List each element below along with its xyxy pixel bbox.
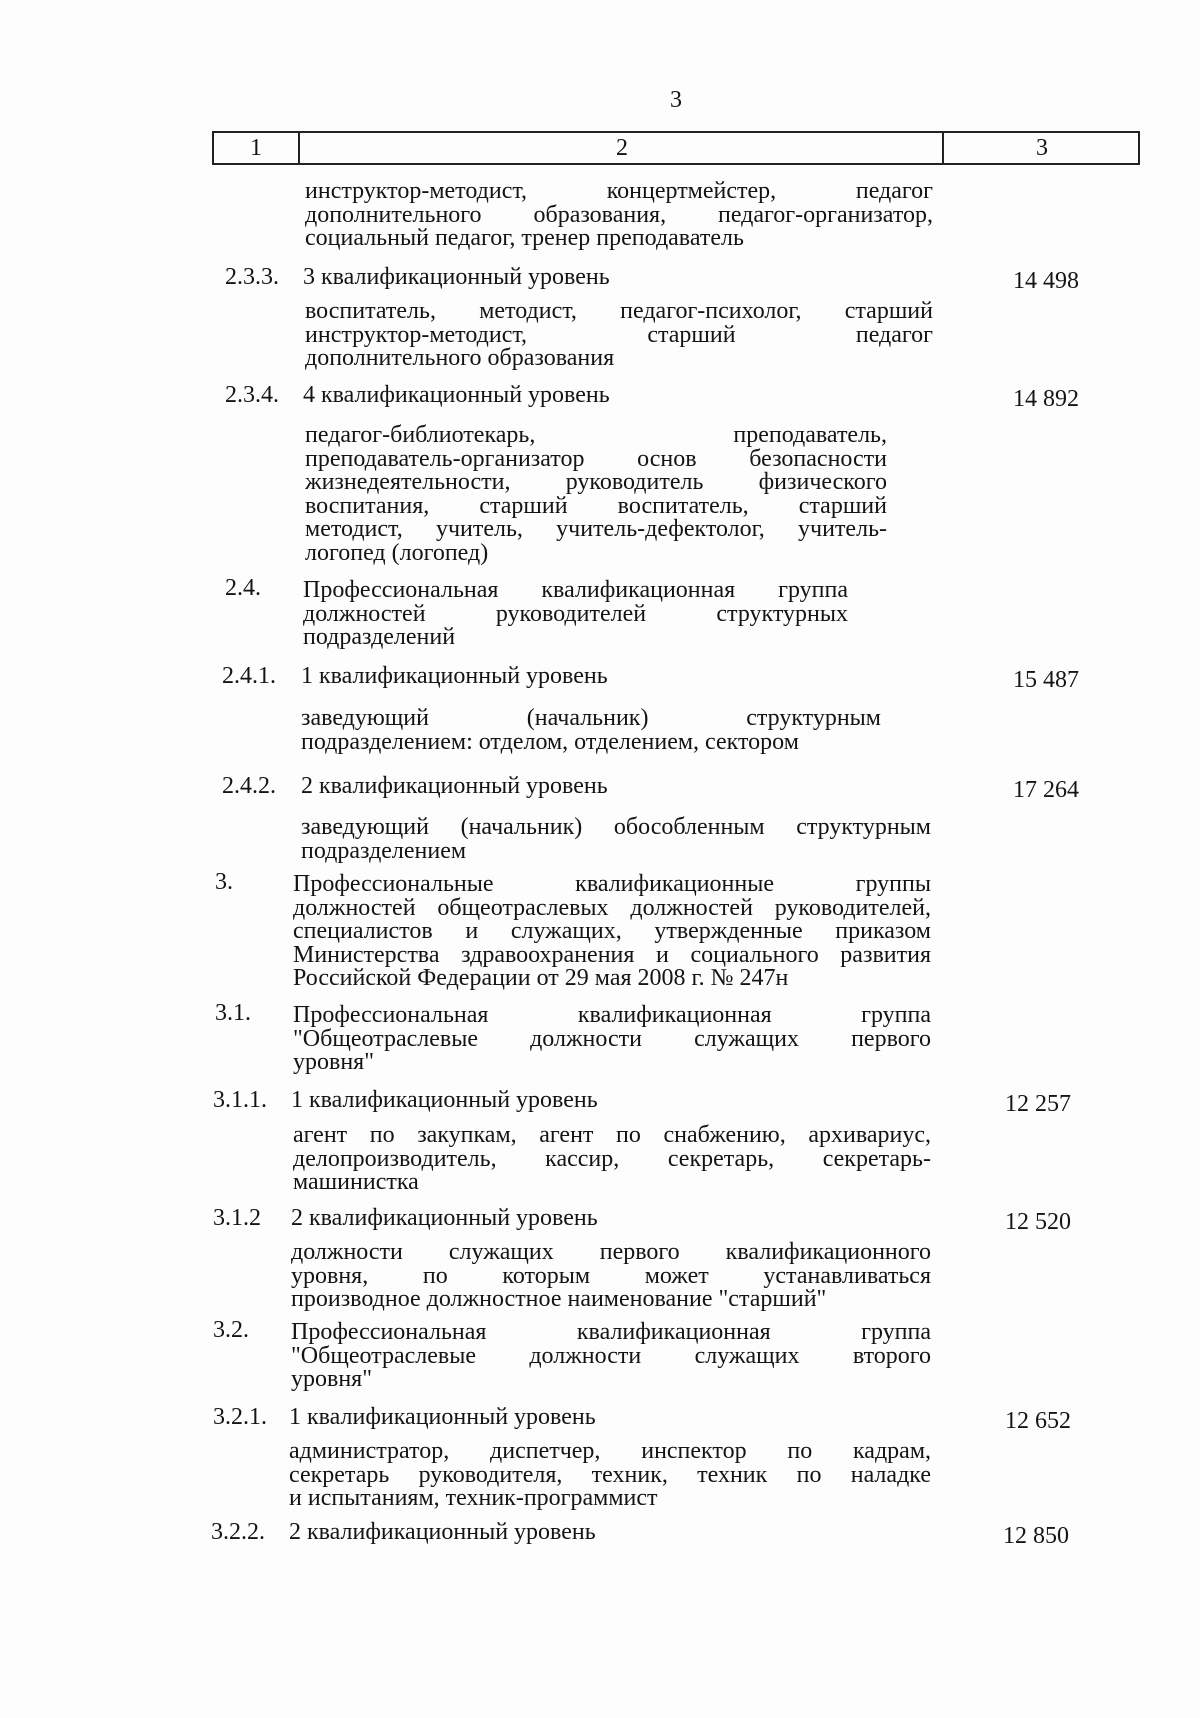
positions-description [305,300,933,371]
text-line: Профессиональная квалификационная группа [293,1004,931,1028]
text-line: инструктор-методист, концертмейстер, педагог [305,180,933,204]
text-line: производное должностное наименование "старший" [291,1288,827,1312]
row-code: 2.4.1. [222,663,276,689]
row-code: 3.1.2 [213,1205,261,1231]
text-line: специалистов и служащих, утвержденные приказом [293,920,931,944]
group-title [291,1321,931,1392]
text-line: секретарь руководителя, техник, техник по наладке [289,1463,931,1487]
text-line: делопроизводитель, кассир, секретарь, секретарь- [293,1147,931,1171]
text-line: заведующий (начальник) структурным [301,707,881,731]
row-level-title: 1 квалификационный уровень [301,663,608,689]
positions-description [305,424,887,565]
text-line: Российской Федерации от 29 мая 2008 г. № 247н [293,967,789,991]
text-line: методист, учитель, учитель-дефектолог, учитель- [305,518,887,542]
header-col-1: 1 [250,135,262,161]
row-level-title: 1 квалификационный уровень [291,1087,598,1113]
row-code: 2.4.2. [222,773,276,799]
row-level-title: 2 квалификационный уровень [301,773,608,799]
row-salary-value: 14 892 [1013,386,1079,412]
row-level-title: 2 квалификационный уровень [291,1205,598,1231]
text-line: заведующий (начальник) обособленным структурным [301,816,931,840]
group-code: 3.2. [213,1317,249,1343]
text-line: преподаватель-организатор основ безопасности [305,447,887,471]
row-level-title: 4 квалификационный уровень [303,382,610,408]
text-line: должностей общеотраслевых должностей руководителей, [293,896,931,920]
header-col-3: 3 [942,133,1140,163]
group-code: 2.4. [225,575,261,601]
row-code: 2.3.4. [225,382,279,408]
row-level-title: 1 квалификационный уровень [289,1404,596,1430]
positions-description [289,1440,931,1511]
row-code: 3.2.1. [213,1404,267,1430]
text-line: агент по закупкам, агент по снабжению, архивариус, [293,1124,931,1148]
text-line: и испытаниям, техник-программист [289,1487,658,1511]
page-number: 3 [670,87,682,113]
text-line: инструктор-методист, старший педагог [305,323,933,347]
group-title [303,579,848,650]
text-line: уровня" [291,1368,373,1392]
positions-description [305,180,933,251]
text-line: воспитания, старший воспитатель, старший [305,494,887,518]
row-code: 2.3.3. [225,264,279,290]
group-title [293,1004,931,1075]
text-line: должности служащих первого квалификационного [291,1241,931,1265]
positions-description [293,1124,931,1195]
group-code: 3.1. [215,1000,251,1026]
text-line: жизнедеятельности, руководитель физического [305,471,887,495]
row-salary-value: 17 264 [1013,777,1079,803]
group-code: 3. [215,869,233,895]
group-title [293,873,931,991]
positions-description [301,707,881,754]
text-line: социальный педагог, тренер преподаватель [305,227,744,251]
row-salary-value: 14 498 [1013,268,1079,294]
table-header [212,131,1140,165]
text-line: машинистка [293,1171,419,1195]
row-level-title: 3 квалификационный уровень [303,264,610,290]
row-salary-value: 12 257 [1005,1091,1071,1117]
text-line: Министерства здравоохранения и социального развития [293,943,931,967]
row-salary-value: 12 850 [1003,1523,1069,1549]
text-line: должностей руководителей структурных [303,602,848,626]
positions-description [291,1241,931,1312]
row-level-title: 2 квалификационный уровень [289,1519,596,1545]
text-line: подразделением: отделом, отделением, сектором [301,730,799,754]
row-code: 3.1.1. [213,1087,267,1113]
text-line: администратор, диспетчер, инспектор по кадрам, [289,1440,931,1464]
text-line: Профессиональная квалификационная группа [303,579,848,603]
header-col-2: 2 [298,133,944,163]
text-line: "Общеотраслевые должности служащих первого [293,1027,931,1051]
text-line: уровня" [293,1051,375,1075]
row-salary-value: 12 520 [1005,1209,1071,1235]
text-line: педагог-библиотекарь, преподаватель, [305,424,887,448]
row-code: 3.2.2. [211,1519,265,1545]
row-salary-value: 12 652 [1005,1408,1071,1434]
text-line: логопед (логопед) [305,541,489,565]
text-line: Профессиональные квалификационные группы [293,873,931,897]
positions-description [301,816,931,863]
row-salary-value: 15 487 [1013,667,1079,693]
text-line: дополнительного образования, педагог-организатор, [305,203,933,227]
text-line: воспитатель, методист, педагог-психолог, старший [305,300,933,324]
text-line: подразделений [303,626,456,650]
text-line: "Общеотраслевые должности служащих второго [291,1344,931,1368]
text-line: дополнительного образования [305,347,615,371]
text-line: Профессиональная квалификационная группа [291,1321,931,1345]
text-line: подразделением [301,839,467,863]
text-line: уровня, по которым может устанавливаться [291,1264,931,1288]
